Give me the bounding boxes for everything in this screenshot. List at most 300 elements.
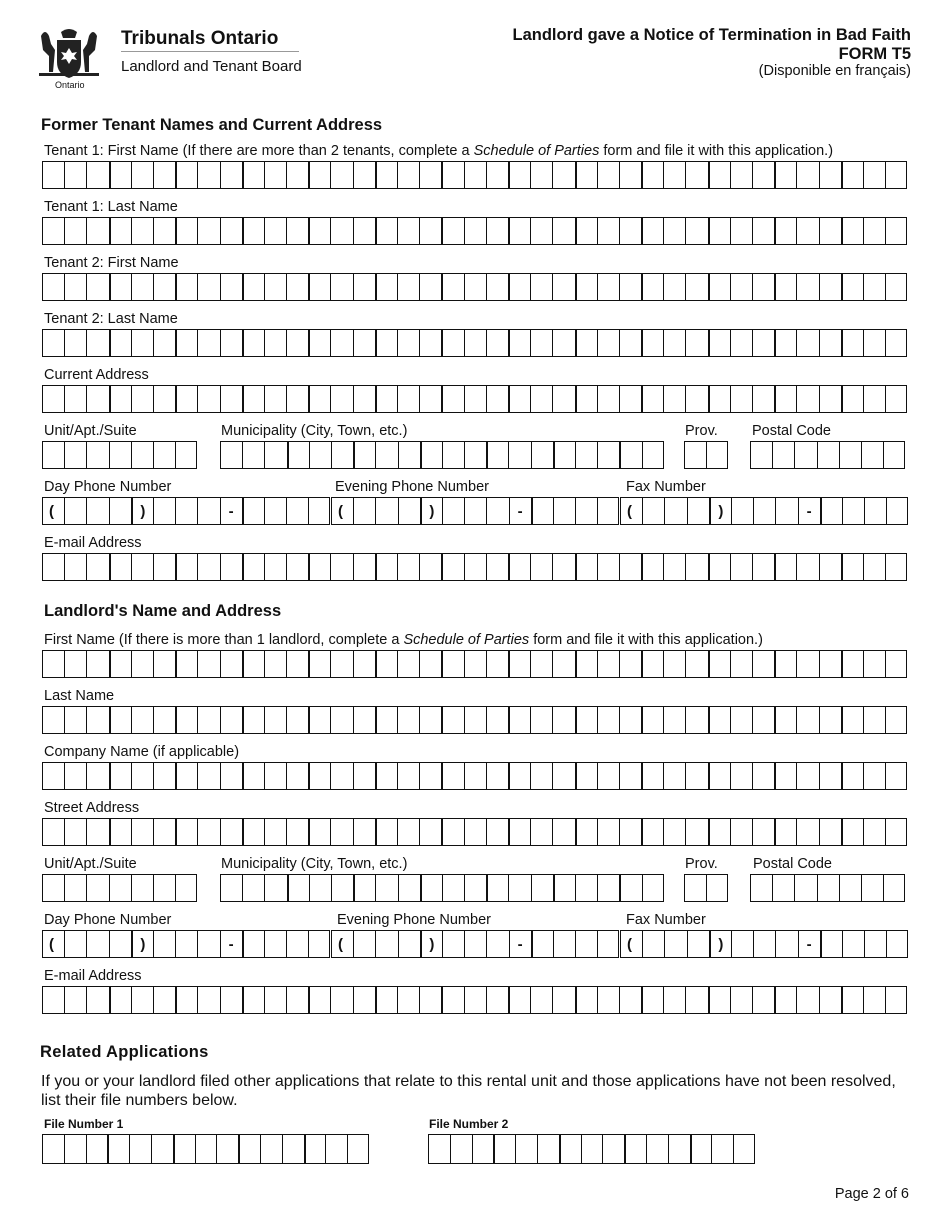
char-box[interactable] bbox=[131, 986, 153, 1014]
char-box[interactable] bbox=[175, 553, 197, 581]
char-box[interactable] bbox=[42, 874, 64, 902]
char-box[interactable] bbox=[220, 553, 242, 581]
char-box[interactable] bbox=[552, 986, 574, 1014]
char-box[interactable] bbox=[559, 1134, 581, 1164]
char-box[interactable] bbox=[841, 385, 863, 413]
char-box[interactable] bbox=[663, 818, 685, 846]
tenant-prov-input[interactable] bbox=[684, 441, 728, 469]
char-box[interactable] bbox=[774, 650, 796, 678]
char-box[interactable] bbox=[64, 818, 86, 846]
char-box[interactable] bbox=[841, 762, 863, 790]
char-box[interactable] bbox=[663, 706, 685, 734]
char-box[interactable] bbox=[641, 818, 663, 846]
char-box[interactable] bbox=[641, 706, 663, 734]
char-box[interactable] bbox=[685, 818, 707, 846]
char-box[interactable] bbox=[86, 1134, 108, 1164]
char-box[interactable] bbox=[619, 385, 641, 413]
char-box[interactable] bbox=[464, 217, 486, 245]
char-box[interactable] bbox=[131, 217, 153, 245]
char-box[interactable] bbox=[730, 385, 752, 413]
char-box[interactable] bbox=[353, 329, 375, 357]
char-box[interactable] bbox=[353, 762, 375, 790]
char-box[interactable] bbox=[597, 986, 619, 1014]
char-box[interactable] bbox=[774, 706, 796, 734]
char-box[interactable] bbox=[175, 217, 197, 245]
char-box[interactable] bbox=[641, 161, 663, 189]
char-box[interactable] bbox=[883, 874, 905, 902]
char-box[interactable] bbox=[531, 441, 553, 469]
phone-close-paren[interactable]: ) bbox=[420, 497, 442, 525]
char-box[interactable] bbox=[575, 441, 597, 469]
char-box[interactable] bbox=[197, 706, 219, 734]
char-box[interactable] bbox=[286, 385, 308, 413]
char-box[interactable] bbox=[397, 986, 419, 1014]
char-box[interactable] bbox=[131, 273, 153, 301]
char-box[interactable] bbox=[131, 650, 153, 678]
char-box[interactable] bbox=[864, 497, 886, 525]
char-box[interactable] bbox=[752, 986, 774, 1014]
char-box[interactable] bbox=[173, 1134, 195, 1164]
char-box[interactable] bbox=[286, 986, 308, 1014]
char-box[interactable] bbox=[86, 217, 108, 245]
char-box[interactable] bbox=[286, 650, 308, 678]
char-box[interactable] bbox=[330, 385, 352, 413]
char-box[interactable] bbox=[575, 553, 597, 581]
char-box[interactable] bbox=[774, 161, 796, 189]
char-box[interactable] bbox=[308, 930, 330, 958]
char-box[interactable] bbox=[64, 930, 86, 958]
char-box[interactable] bbox=[508, 762, 530, 790]
char-box[interactable] bbox=[508, 706, 530, 734]
char-box[interactable] bbox=[129, 1134, 151, 1164]
char-box[interactable] bbox=[531, 930, 553, 958]
char-box[interactable] bbox=[441, 329, 463, 357]
char-box[interactable] bbox=[330, 818, 352, 846]
landlord-email-input[interactable] bbox=[42, 986, 907, 1014]
char-box[interactable] bbox=[109, 650, 131, 678]
char-box[interactable] bbox=[153, 986, 175, 1014]
char-box[interactable] bbox=[820, 930, 842, 958]
char-box[interactable] bbox=[708, 706, 730, 734]
phone-close-paren[interactable]: ) bbox=[131, 497, 153, 525]
char-box[interactable] bbox=[419, 385, 441, 413]
char-box[interactable] bbox=[441, 706, 463, 734]
char-box[interactable] bbox=[752, 818, 774, 846]
char-box[interactable] bbox=[796, 986, 818, 1014]
char-box[interactable] bbox=[175, 329, 197, 357]
char-box[interactable] bbox=[441, 385, 463, 413]
char-box[interactable] bbox=[619, 217, 641, 245]
char-box[interactable] bbox=[530, 329, 552, 357]
char-box[interactable] bbox=[220, 818, 242, 846]
char-box[interactable] bbox=[153, 441, 175, 469]
char-box[interactable] bbox=[706, 441, 728, 469]
char-box[interactable] bbox=[375, 385, 397, 413]
char-box[interactable] bbox=[353, 818, 375, 846]
char-box[interactable] bbox=[684, 874, 706, 902]
char-box[interactable] bbox=[131, 706, 153, 734]
char-box[interactable] bbox=[308, 161, 330, 189]
char-box[interactable] bbox=[131, 818, 153, 846]
char-box[interactable] bbox=[794, 874, 816, 902]
char-box[interactable] bbox=[264, 385, 286, 413]
char-box[interactable] bbox=[796, 329, 818, 357]
char-box[interactable] bbox=[309, 874, 331, 902]
char-box[interactable] bbox=[841, 553, 863, 581]
char-box[interactable] bbox=[663, 273, 685, 301]
char-box[interactable] bbox=[796, 706, 818, 734]
char-box[interactable] bbox=[486, 986, 508, 1014]
char-box[interactable] bbox=[486, 217, 508, 245]
char-box[interactable] bbox=[264, 986, 286, 1014]
char-box[interactable] bbox=[308, 217, 330, 245]
char-box[interactable] bbox=[575, 818, 597, 846]
char-box[interactable] bbox=[885, 273, 907, 301]
char-box[interactable] bbox=[619, 273, 641, 301]
char-box[interactable] bbox=[287, 441, 309, 469]
char-box[interactable] bbox=[398, 497, 420, 525]
char-box[interactable] bbox=[885, 553, 907, 581]
char-box[interactable] bbox=[508, 874, 530, 902]
char-box[interactable] bbox=[486, 273, 508, 301]
char-box[interactable] bbox=[419, 650, 441, 678]
char-box[interactable] bbox=[885, 650, 907, 678]
char-box[interactable] bbox=[264, 217, 286, 245]
char-box[interactable] bbox=[575, 329, 597, 357]
char-box[interactable] bbox=[886, 930, 908, 958]
char-box[interactable] bbox=[197, 762, 219, 790]
char-box[interactable] bbox=[42, 986, 64, 1014]
char-box[interactable] bbox=[64, 706, 86, 734]
char-box[interactable] bbox=[774, 273, 796, 301]
char-box[interactable] bbox=[664, 497, 686, 525]
char-box[interactable] bbox=[441, 553, 463, 581]
char-box[interactable] bbox=[220, 762, 242, 790]
char-box[interactable] bbox=[619, 818, 641, 846]
char-box[interactable] bbox=[602, 1134, 624, 1164]
char-box[interactable] bbox=[668, 1134, 690, 1164]
char-box[interactable] bbox=[64, 329, 86, 357]
char-box[interactable] bbox=[42, 762, 64, 790]
char-box[interactable] bbox=[86, 553, 108, 581]
char-box[interactable] bbox=[398, 930, 420, 958]
char-box[interactable] bbox=[375, 441, 397, 469]
char-box[interactable] bbox=[619, 161, 641, 189]
char-box[interactable] bbox=[619, 762, 641, 790]
char-box[interactable] bbox=[841, 329, 863, 357]
char-box[interactable] bbox=[731, 497, 753, 525]
char-box[interactable] bbox=[264, 930, 286, 958]
char-box[interactable] bbox=[242, 930, 264, 958]
char-box[interactable] bbox=[552, 161, 574, 189]
tenant2-last-name-input[interactable] bbox=[42, 329, 907, 357]
char-box[interactable] bbox=[216, 1134, 238, 1164]
char-box[interactable] bbox=[464, 762, 486, 790]
char-box[interactable] bbox=[442, 441, 464, 469]
char-box[interactable] bbox=[796, 385, 818, 413]
char-box[interactable] bbox=[175, 161, 197, 189]
char-box[interactable] bbox=[419, 706, 441, 734]
char-box[interactable] bbox=[752, 329, 774, 357]
char-box[interactable] bbox=[464, 161, 486, 189]
char-box[interactable] bbox=[486, 161, 508, 189]
char-box[interactable] bbox=[264, 874, 286, 902]
char-box[interactable] bbox=[775, 497, 797, 525]
char-box[interactable] bbox=[863, 217, 885, 245]
char-box[interactable] bbox=[708, 818, 730, 846]
char-box[interactable] bbox=[646, 1134, 668, 1164]
char-box[interactable] bbox=[597, 161, 619, 189]
char-box[interactable] bbox=[153, 706, 175, 734]
char-box[interactable] bbox=[153, 553, 175, 581]
char-box[interactable] bbox=[286, 930, 308, 958]
char-box[interactable] bbox=[109, 706, 131, 734]
char-box[interactable] bbox=[752, 217, 774, 245]
char-box[interactable] bbox=[153, 650, 175, 678]
char-box[interactable] bbox=[708, 385, 730, 413]
char-box[interactable] bbox=[353, 217, 375, 245]
char-box[interactable] bbox=[597, 553, 619, 581]
char-box[interactable] bbox=[419, 273, 441, 301]
char-box[interactable] bbox=[508, 818, 530, 846]
char-box[interactable] bbox=[197, 930, 219, 958]
char-box[interactable] bbox=[819, 329, 841, 357]
char-box[interactable] bbox=[109, 217, 131, 245]
char-box[interactable] bbox=[331, 441, 353, 469]
char-box[interactable] bbox=[86, 818, 108, 846]
char-box[interactable] bbox=[863, 650, 885, 678]
char-box[interactable] bbox=[42, 1134, 64, 1164]
char-box[interactable] bbox=[794, 441, 816, 469]
char-box[interactable] bbox=[353, 930, 375, 958]
char-box[interactable] bbox=[286, 706, 308, 734]
char-box[interactable] bbox=[197, 217, 219, 245]
char-box[interactable] bbox=[733, 1134, 755, 1164]
char-box[interactable] bbox=[530, 161, 552, 189]
char-box[interactable] bbox=[86, 161, 108, 189]
char-box[interactable] bbox=[220, 161, 242, 189]
char-box[interactable] bbox=[107, 1134, 129, 1164]
char-box[interactable] bbox=[397, 650, 419, 678]
char-box[interactable] bbox=[441, 762, 463, 790]
landlord-last-name-input[interactable] bbox=[42, 706, 907, 734]
char-box[interactable] bbox=[441, 161, 463, 189]
char-box[interactable] bbox=[325, 1134, 347, 1164]
char-box[interactable] bbox=[796, 818, 818, 846]
char-box[interactable] bbox=[841, 650, 863, 678]
char-box[interactable] bbox=[286, 553, 308, 581]
char-box[interactable] bbox=[175, 874, 197, 902]
char-box[interactable] bbox=[575, 762, 597, 790]
char-box[interactable] bbox=[153, 497, 175, 525]
char-box[interactable] bbox=[441, 217, 463, 245]
char-box[interactable] bbox=[685, 385, 707, 413]
char-box[interactable] bbox=[750, 441, 772, 469]
char-box[interactable] bbox=[242, 329, 264, 357]
char-box[interactable] bbox=[428, 1134, 450, 1164]
char-box[interactable] bbox=[175, 986, 197, 1014]
phone-close-paren[interactable]: ) bbox=[709, 497, 731, 525]
char-box[interactable] bbox=[398, 874, 420, 902]
char-box[interactable] bbox=[286, 818, 308, 846]
char-box[interactable] bbox=[242, 161, 264, 189]
char-box[interactable] bbox=[530, 217, 552, 245]
char-box[interactable] bbox=[842, 930, 864, 958]
tenant-fax-input[interactable] bbox=[620, 497, 908, 525]
char-box[interactable] bbox=[109, 553, 131, 581]
char-box[interactable] bbox=[575, 930, 597, 958]
char-box[interactable] bbox=[220, 385, 242, 413]
char-box[interactable] bbox=[153, 874, 175, 902]
char-box[interactable] bbox=[264, 273, 286, 301]
char-box[interactable] bbox=[420, 441, 442, 469]
char-box[interactable] bbox=[441, 273, 463, 301]
char-box[interactable] bbox=[642, 441, 664, 469]
char-box[interactable] bbox=[663, 553, 685, 581]
char-box[interactable] bbox=[86, 762, 108, 790]
char-box[interactable] bbox=[537, 1134, 559, 1164]
landlord-unit-input[interactable] bbox=[42, 874, 197, 902]
char-box[interactable] bbox=[752, 650, 774, 678]
char-box[interactable] bbox=[730, 161, 752, 189]
char-box[interactable] bbox=[264, 818, 286, 846]
char-box[interactable] bbox=[464, 273, 486, 301]
char-box[interactable] bbox=[86, 441, 108, 469]
char-box[interactable] bbox=[197, 329, 219, 357]
char-box[interactable] bbox=[752, 553, 774, 581]
char-box[interactable] bbox=[109, 161, 131, 189]
landlord-municipality-input[interactable] bbox=[220, 874, 664, 902]
char-box[interactable] bbox=[863, 329, 885, 357]
landlord-fax-input[interactable] bbox=[620, 930, 908, 958]
char-box[interactable] bbox=[397, 217, 419, 245]
char-box[interactable] bbox=[641, 273, 663, 301]
char-box[interactable] bbox=[64, 1134, 86, 1164]
file-number-2-input[interactable] bbox=[428, 1134, 755, 1164]
char-box[interactable] bbox=[308, 497, 330, 525]
char-box[interactable] bbox=[597, 650, 619, 678]
char-box[interactable] bbox=[264, 706, 286, 734]
char-box[interactable] bbox=[242, 874, 264, 902]
char-box[interactable] bbox=[553, 874, 575, 902]
char-box[interactable] bbox=[175, 273, 197, 301]
landlord-first-name-input[interactable] bbox=[42, 650, 907, 678]
char-box[interactable] bbox=[441, 986, 463, 1014]
char-box[interactable] bbox=[486, 930, 508, 958]
char-box[interactable] bbox=[441, 818, 463, 846]
tenant-postal-input[interactable] bbox=[750, 441, 905, 469]
char-box[interactable] bbox=[730, 986, 752, 1014]
char-box[interactable] bbox=[708, 217, 730, 245]
char-box[interactable] bbox=[464, 874, 486, 902]
char-box[interactable] bbox=[242, 762, 264, 790]
char-box[interactable] bbox=[863, 762, 885, 790]
char-box[interactable] bbox=[819, 650, 841, 678]
char-box[interactable] bbox=[375, 553, 397, 581]
phone-open-paren[interactable]: ( bbox=[42, 497, 64, 525]
char-box[interactable] bbox=[752, 161, 774, 189]
char-box[interactable] bbox=[153, 762, 175, 790]
char-box[interactable] bbox=[730, 818, 752, 846]
char-box[interactable] bbox=[486, 818, 508, 846]
char-box[interactable] bbox=[308, 273, 330, 301]
char-box[interactable] bbox=[197, 497, 219, 525]
char-box[interactable] bbox=[308, 650, 330, 678]
char-box[interactable] bbox=[885, 217, 907, 245]
char-box[interactable] bbox=[109, 329, 131, 357]
char-box[interactable] bbox=[685, 986, 707, 1014]
char-box[interactable] bbox=[109, 818, 131, 846]
char-box[interactable] bbox=[752, 273, 774, 301]
char-box[interactable] bbox=[597, 385, 619, 413]
char-box[interactable] bbox=[711, 1134, 733, 1164]
char-box[interactable] bbox=[175, 818, 197, 846]
char-box[interactable] bbox=[419, 161, 441, 189]
char-box[interactable] bbox=[597, 930, 619, 958]
char-box[interactable] bbox=[419, 217, 441, 245]
char-box[interactable] bbox=[819, 161, 841, 189]
char-box[interactable] bbox=[195, 1134, 217, 1164]
char-box[interactable] bbox=[242, 217, 264, 245]
char-box[interactable] bbox=[486, 762, 508, 790]
phone-dash[interactable]: - bbox=[509, 497, 531, 525]
char-box[interactable] bbox=[153, 161, 175, 189]
tenant-unit-input[interactable] bbox=[42, 441, 197, 469]
char-box[interactable] bbox=[575, 161, 597, 189]
char-box[interactable] bbox=[774, 329, 796, 357]
char-box[interactable] bbox=[131, 441, 153, 469]
char-box[interactable] bbox=[131, 161, 153, 189]
char-box[interactable] bbox=[42, 441, 64, 469]
char-box[interactable] bbox=[885, 986, 907, 1014]
char-box[interactable] bbox=[708, 273, 730, 301]
char-box[interactable] bbox=[575, 497, 597, 525]
char-box[interactable] bbox=[131, 385, 153, 413]
char-box[interactable] bbox=[264, 553, 286, 581]
char-box[interactable] bbox=[841, 818, 863, 846]
char-box[interactable] bbox=[839, 441, 861, 469]
char-box[interactable] bbox=[153, 329, 175, 357]
char-box[interactable] bbox=[442, 930, 464, 958]
char-box[interactable] bbox=[109, 874, 131, 902]
char-box[interactable] bbox=[153, 385, 175, 413]
char-box[interactable] bbox=[450, 1134, 472, 1164]
char-box[interactable] bbox=[304, 1134, 326, 1164]
char-box[interactable] bbox=[597, 497, 619, 525]
char-box[interactable] bbox=[264, 650, 286, 678]
char-box[interactable] bbox=[753, 930, 775, 958]
char-box[interactable] bbox=[864, 930, 886, 958]
char-box[interactable] bbox=[642, 874, 664, 902]
char-box[interactable] bbox=[772, 874, 794, 902]
char-box[interactable] bbox=[242, 650, 264, 678]
char-box[interactable] bbox=[375, 497, 397, 525]
char-box[interactable] bbox=[530, 818, 552, 846]
char-box[interactable] bbox=[220, 650, 242, 678]
char-box[interactable] bbox=[730, 706, 752, 734]
char-box[interactable] bbox=[552, 553, 574, 581]
char-box[interactable] bbox=[641, 329, 663, 357]
char-box[interactable] bbox=[264, 329, 286, 357]
char-box[interactable] bbox=[464, 329, 486, 357]
char-box[interactable] bbox=[286, 329, 308, 357]
char-box[interactable] bbox=[175, 385, 197, 413]
char-box[interactable] bbox=[86, 706, 108, 734]
char-box[interactable] bbox=[375, 930, 397, 958]
char-box[interactable] bbox=[131, 762, 153, 790]
char-box[interactable] bbox=[842, 497, 864, 525]
char-box[interactable] bbox=[86, 930, 108, 958]
